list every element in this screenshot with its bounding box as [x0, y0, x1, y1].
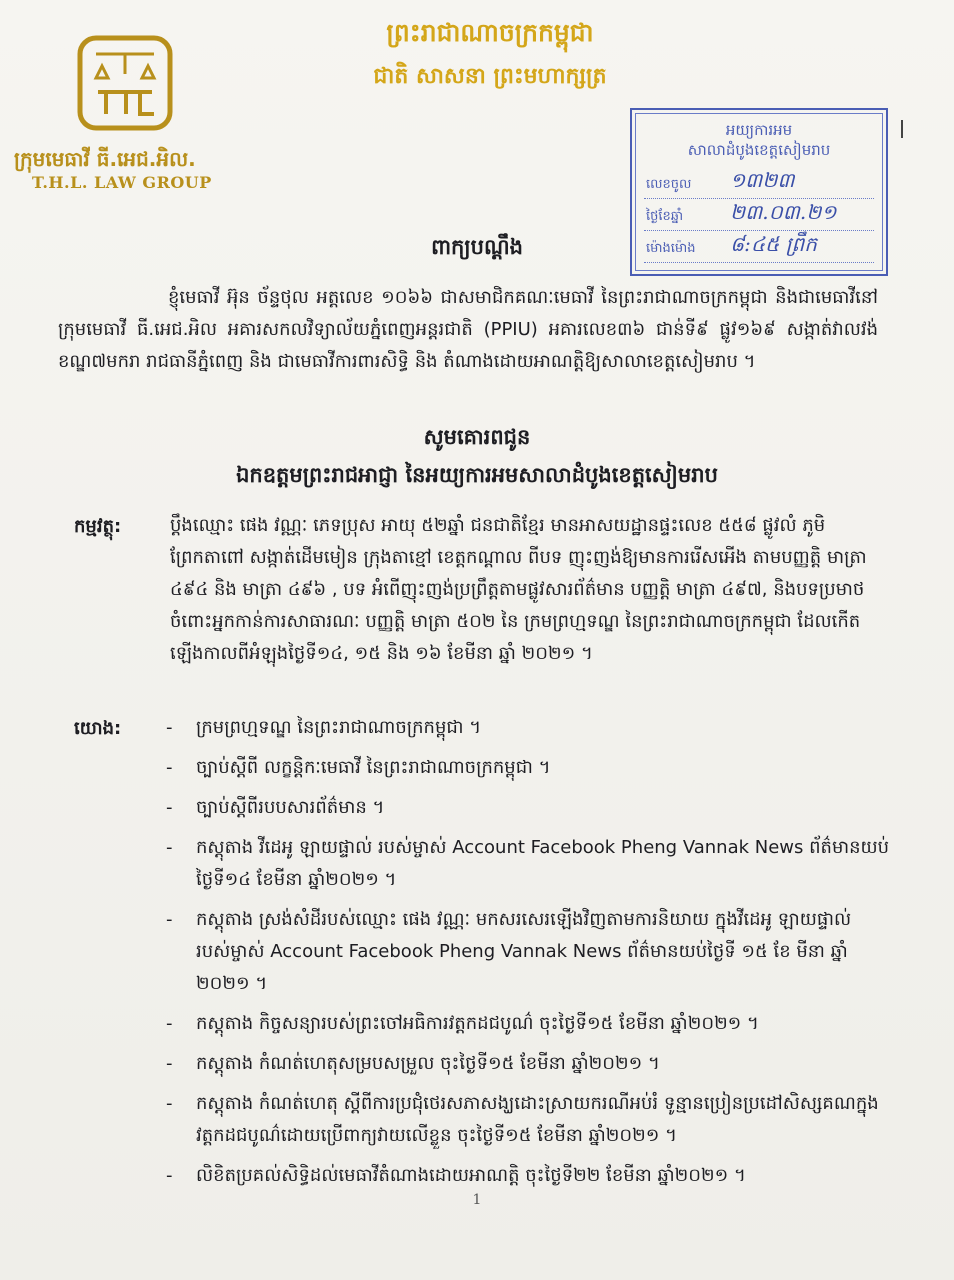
stamp-line-2: សាលាដំបូងខេត្តសៀមរាប: [687, 141, 831, 159]
recipient: ឯកឧត្តមព្រះរាជអាជ្ញា នៃអយ្យការអមសាលាដំបូងខេត្តសៀមរាប: [236, 463, 718, 487]
basis-item: - កស្តុតាង វីដេអូ ឡាយផ្ទាល់ របស់ម្ចាស់ Account Facebook Pheng Vannak News ព័ត៌មានយប់ ថ្ងៃទី១៤ ខែមីនា ឆ្នាំ២០២១ ។: [160, 832, 890, 896]
subject-text: ប្ដឹងឈ្មោះ ផេង វណ្ណៈ ភេទប្រុស អាយុ ៥២ឆ្នាំ ជនជាតិខ្មែរ មានអាសយដ្ឋានផ្ទះលេខ ៥៥៨ ផ្លូវលំ ភូមិព្រែកតាពៅ សង្កាត់ដើមមៀន ក្រុងតាខ្មៅ ខេត្តកណ្ដាល ពីបទ ញុះញង់ឱ្យមានការរើសអើង តាមបញ្ញត្តិ មាត្រា ៤៩៤ និង មាត្រា ៤៩៦ , បទ អំពើញុះញង់ប្រព្រឹត្តតាមផ្លូវសារព័ត៌មាន បញ្ញត្តិ មាត្រា ៤៩៧, និងបទប្រមាថ ចំពោះអ្នកកាន់ការសាធារណៈ បញ្ញត្តិ មាត្រា ៥០២ នៃ ក្រមព្រហ្មទណ្ឌ នៃព្រះរាជាណាចក្រកម្ពុជា ដែលកើតឡើងកាលពីអំឡុងថ្ងៃទី១៤, ១៥ និង ១៦ ខែមីនា ឆ្នាំ ២០២១ ។: [170, 515, 867, 664]
national-motto: ជាតិ សាសនា ព្រះមហាក្សត្រ: [373, 64, 607, 89]
basis-item: - ច្បាប់ស្ដីពី លក្ខន្តិកៈមេធាវី នៃព្រះរាជាណាចក្រកម្ពុជា ។: [160, 752, 890, 784]
stamp-row-date: [644, 200, 874, 231]
stamp-header: [632, 120, 886, 160]
stamp-label: ម៉ោងម៉ោង: [646, 241, 696, 256]
basis-list: [160, 712, 890, 1200]
basis-item: - កស្តុតាង កំណត់ហេតុ ស្ដីពីការប្រជុំថេរសភាសង្ឃដោះស្រាយករណីអប់រំ ទូន្មានប្រៀនប្រដៅសិស្សគណក្នុងវត្តកដជបូណ៌ដោយប្រើពាក្យវាយលើខ្លួន ចុះថ្ងៃទី១៥ ខែមីនា ឆ្នាំ២០២១ ។: [160, 1088, 890, 1152]
basis-item: - កស្តុតាង កំណត់ហេតុសម្របសម្រួល ចុះថ្ងៃទី១៥ ខែមីនា ឆ្នាំ២០២១ ។: [160, 1048, 890, 1080]
basis-item: - លិខិតប្រគល់សិទ្ធិដល់មេធាវីតំណាងដោយអាណត្តិ ចុះថ្ងៃទី២២ ខែមីនា ឆ្នាំ២០២១ ។: [160, 1160, 890, 1192]
basis-item: - កស្តុតាង កិច្ចសន្យារបស់ព្រះចៅអធិការវត្តកដជបូណ៌ ចុះថ្ងៃទី១៥ ខែមីនា ឆ្នាំ២០២១ ។: [160, 1008, 890, 1040]
salutation: សូមគោរពជូន: [423, 425, 531, 449]
document-title: ពាក្យបណ្ដឹង: [431, 235, 523, 259]
margin-mark: [901, 120, 903, 138]
intro-text: ខ្ញុំមេធាវី អ៊ុន ច័ន្ទថុល អត្តលេខ ១០៦៦ ជាសមាជិកគណៈមេធាវី នៃព្រះរាជាណាចក្រកម្ពុជា និងជាមេធាវីនៅ ក្រុមមេធាវី ធី.អេជ.អិល អគារសកលវិទ្យាល័យភ្នំពេញអន្តរជាតិ (PPIU) អគារលេខ៣៦ ជាន់ទី៩ ផ្លូវ១៦៩ សង្កាត់វាលវង់ ខណ្ឌ៧មករា រាជធានីភ្នំពេញ និង ជាមេធាវីការពារសិទ្ធិ និង តំណាងដោយអាណត្តិឱ្យសាលាខេត្តសៀមរាប ។: [58, 287, 878, 372]
intro-paragraph: [58, 282, 878, 378]
stamp-row-number: [644, 168, 874, 199]
basis-item: - ច្បាប់ស្ដីពីរបបសារព័ត៌មាន ។: [160, 792, 890, 824]
firm-name-english: T.H.L. LAW GROUP: [32, 173, 212, 192]
law-firm-logo: [76, 34, 174, 132]
stamp-handwritten-value: ៨:៤៥ ព្រឹក: [730, 232, 817, 256]
stamp-handwritten-value: ១៣២៣: [730, 168, 795, 192]
kingdom-heading: ព្រះរាជាណាចក្រកម្ពុជា: [386, 18, 594, 47]
stamp-label: លេខចូល: [646, 177, 692, 192]
basis-item: - កស្តុតាង ស្រង់សំដីរបស់ឈ្មោះ ផេង វណ្ណៈ មកសរសេរឡើងវិញតាមការនិយាយ ក្នុងវីដេអូ ឡាយផ្ទាល់ របស់ម្ចាស់ Account Facebook Pheng Vannak News ព័ត៌មានយប់ថ្ងៃទី ១៥ ខែ មីនា ឆ្នាំ ២០២១ ។: [160, 904, 890, 1000]
stamp-line-1: អយ្យការអម: [725, 121, 793, 139]
page-number: 1: [472, 1192, 482, 1208]
basis-item: - ក្រមព្រហ្មទណ្ឌ នៃព្រះរាជាណាចក្រកម្ពុជា ។: [160, 712, 890, 744]
firm-name-khmer: ក្រុមមេធាវី ធី.អេជ.អិល.: [14, 147, 196, 171]
stamp-handwritten-value: ២៣.០៣.២១: [730, 200, 837, 224]
stamp-label: ថ្ងៃខែឆ្នាំ: [646, 209, 684, 224]
subject-label: កម្មវត្ថុ:: [74, 516, 122, 537]
basis-label: យោង:: [74, 718, 122, 739]
